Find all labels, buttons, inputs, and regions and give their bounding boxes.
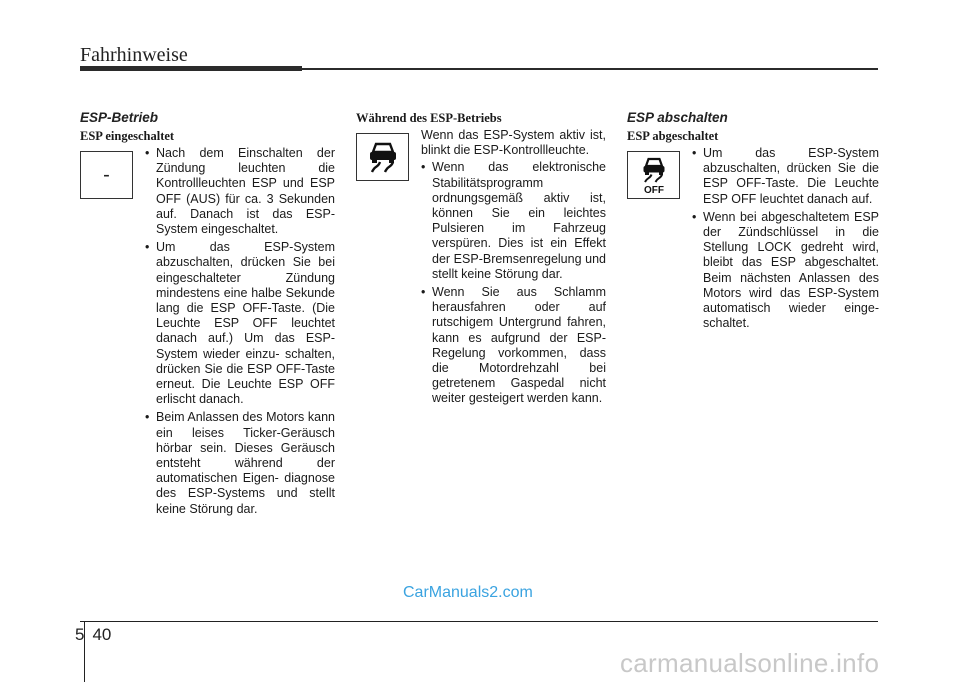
bullet-list	[145, 146, 335, 520]
intro-text: Wenn das ESP-System aktiv ist, blinkt die ESP-Kontrollleuchte.	[421, 128, 606, 158]
list-item-text: Um das ESP-System abzuschalten, drücken Sie die ESP OFF-Taste. Die Leuchte ESP OFF leuchtet danach auf.	[703, 146, 879, 206]
list-item	[421, 285, 606, 407]
column-esp-betrieb	[80, 110, 335, 520]
esp-off-icon	[634, 155, 674, 195]
site-watermark[interactable]: carmanualsonline.info	[620, 648, 880, 678]
bullet-list	[692, 146, 879, 334]
esp-off-icon-box	[627, 151, 680, 199]
page-number	[75, 625, 111, 645]
header-rule-thin	[302, 68, 878, 70]
list-item	[421, 160, 606, 282]
subheading: ESP abgeschaltet	[627, 129, 719, 143]
dash-icon: -	[103, 163, 110, 186]
column-esp-active	[356, 110, 606, 410]
text-area	[421, 128, 606, 410]
header-rule-thick	[80, 66, 302, 71]
column-esp-abschalten	[627, 110, 879, 334]
chapter-title: Fahrhinweise	[80, 44, 188, 66]
list-item	[145, 240, 335, 407]
content-block	[356, 128, 606, 410]
page-number-value: 40	[92, 625, 112, 644]
chapter-number: 5	[75, 625, 85, 644]
list-item	[145, 410, 335, 516]
list-item-text: Wenn Sie aus Schlamm herausfahren oder auf rutschigem Untergrund fahren, kann es aufgrund der ESP-Regelung vorkommen, dass die Motordrehzahl bei getretenem Gaspedal nicht weiter gesteigert werden kann.	[432, 285, 606, 406]
watermark-link[interactable]: CarManuals2.com	[403, 584, 533, 601]
list-item-text: Um das ESP-System abzuschalten, drücken Sie bei eingeschalteter Zündung mindestens eine halbe Sekunde lang die ESP OFF-Taste. (Die Leuchte ESP OFF leuchtet danach auf.) Um das ESP-System wieder einzu- schalten, drücken Sie die ESP OFF-Taste erneut. Die Leuchte ESP OFF erlischt danach.	[156, 240, 335, 407]
placeholder-icon	[80, 151, 133, 199]
list-item	[692, 146, 879, 207]
esp-warning-icon-box	[356, 133, 409, 181]
content-block	[627, 146, 879, 334]
list-item-text: Wenn das elektronische Stabilitätsprogramm ordnungsgemäß aktiv ist, können Sie ein leichtes Pulsieren im Fahrzeug verspüren. Dies ist ein Effekt der ESP-Bremsenregelung und stellt keine Störung dar.	[432, 160, 606, 281]
content-block	[80, 146, 335, 520]
list-item-text: Nach dem Einschalten der Zündung leuchten die Kontrollleuchten ESP und ESP OFF (AUS) für ca. 3 Sekunden auf. Danach ist das ESP-System eingeschaltet.	[156, 146, 335, 237]
subheading: Während des ESP-Betriebs	[356, 111, 502, 125]
list-item	[692, 210, 879, 332]
footer-rule	[80, 621, 878, 622]
esp-skid-icon	[363, 138, 403, 176]
off-label: OFF	[643, 185, 664, 195]
section-title: ESP-Betrieb	[80, 110, 159, 125]
section-title: ESP abschalten	[627, 110, 728, 125]
list-item	[145, 146, 335, 237]
list-item-text: Wenn bei abgeschaltetem ESP der Zündschlüssel in die Stellung LOCK gedreht wird, bleibt das ESP abgeschaltet. Beim nächsten Anlassen des Motors wird das ESP-System automatisch wieder einge- schaltet.	[703, 209, 879, 331]
list-item-text: Beim Anlassen des Motors kann ein leises Ticker-Geräusch hörbar sein. Dieses Geräusch entsteht während der automatischen Eigen- diagnose des ESP-Systems und stellt keine Störung dar.	[156, 410, 335, 516]
subheading: ESP eingeschaltet	[80, 129, 175, 143]
